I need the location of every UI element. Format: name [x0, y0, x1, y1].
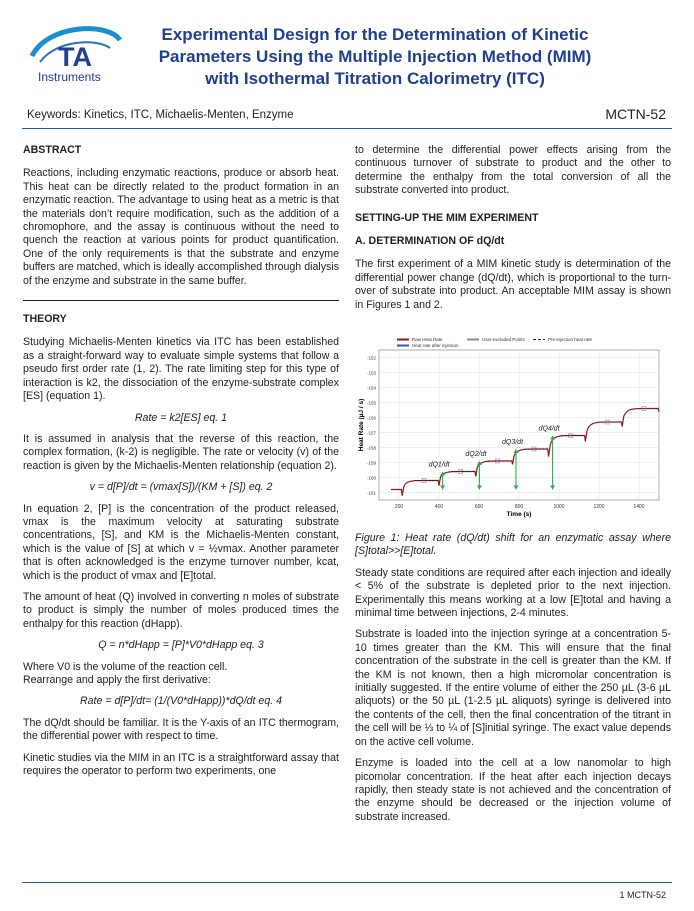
left-column — [23, 144, 339, 786]
page-footer: 1 MCTN-52 — [619, 890, 666, 900]
right-column-bottom — [355, 532, 671, 832]
figure-caption: Figure 1: Heat rate (dQ/dt) shift for an enzymatic assay where [S]total>>[E]total. — [355, 532, 671, 558]
x-axis-label: Time (s) — [506, 511, 532, 518]
y-tick-label: -156 — [366, 415, 376, 421]
equation-1: Rate = k2[ES] eq. 1 — [134, 411, 228, 424]
theory-paragraph-5a: Where V0 is the volume of the reaction cell. — [23, 660, 228, 673]
right-column-top — [355, 144, 671, 320]
x-tick-label: 200 — [394, 504, 404, 510]
legend-label: Raw Heat Rate — [412, 337, 443, 342]
keywords: Keywords: Kinetics, ITC, Michaelis-Menten, Enzyme — [27, 109, 294, 121]
theory-heading: THEORY — [23, 313, 67, 326]
dq-annotation: dQ2/dt — [465, 451, 487, 458]
equation-3: Q = n*dHapp = [P]*V0*dHapp eq. 3 — [98, 639, 264, 652]
theory-paragraph-5b: Rearrange and apply the first derivative: — [23, 674, 211, 686]
y-axis-label: Heat Rate (µJ / s) — [358, 398, 365, 452]
legend-label: Pre-injection heat rate — [548, 337, 593, 342]
y-tick-label: -157 — [366, 430, 376, 436]
intro-text: The first experiment of a MIM kinetic study is determination of the differential power change (dQ/dt), which is proportional to the turn-over of substrate into product. An acceptable MIM assay is shown in Figures 1 and 2. — [355, 258, 671, 311]
y-tick-label: -152 — [366, 355, 376, 361]
y-tick-label: -155 — [366, 400, 376, 406]
continued-text: to determine the differential power effects arising from the continuous turnover of substrate to product and the other to determine the enthalpy from the total conversion of all the substrate converted into product. — [355, 144, 671, 197]
abstract-heading: ABSTRACT — [23, 144, 82, 156]
theory-paragraph-3: In equation 2, [P] is the concentration of the product released, vmax is the maximum velocity at saturating substrate concentrations, [S], and KM is the Michaelis-Menten constant, which is the value of [S] at which v = ½vmax. Another parameter that is often acknowledged is the enzyme turnover number, kcat, which is the product of vmax and [E]total. — [23, 502, 339, 582]
legend-label: User-excluded Points — [482, 337, 525, 342]
footer-rule — [22, 882, 672, 883]
dq-annotation: dQ4/dt — [538, 425, 560, 433]
substrate-paragraph: Substrate is loaded into the injection syringe at a concentration 5-10 times greater than the KM. This will ensure that the final concentration of the substrate in the cell is greater than the KM. If the KM is not known, then a high micromolar concentration is initially suggested. If the entire volume of either the 250 µL (3-6 µL aliquots) or the 50 µL (1-2.5 µL aliquots) syringe is delivered into the contents of the cell, then the final concentration of the titrant in the cell will be ⅓ to ¼ of [S]initial syringe. The exact value depends on the active cell volume. — [355, 628, 671, 748]
header-rule — [22, 128, 672, 129]
y-tick-label: -154 — [366, 385, 376, 391]
logo-instruments: Instruments — [38, 70, 101, 84]
x-tick-label: 1200 — [593, 504, 605, 510]
y-tick-label: -158 — [366, 445, 376, 451]
equation-2: v = d[P]/dt = (vmax[S])/(KM + [S]) eq. 2 — [89, 481, 273, 494]
enzyme-paragraph: Enzyme is loaded into the cell at a low nanomolar to high picomolar concentration. If the heat after each injection decays rapidly, then steady state is not achieved and the concentration of the enzyme should be decreased or the injection volume of substrate increased. — [355, 757, 671, 823]
x-tick-label: 1400 — [633, 504, 645, 510]
ta-logo — [18, 18, 128, 88]
theory-paragraph-1: Studying Michaelis-Menten kinetics via ITC has been established as a straight-forward way to evaluate simple systems that follow a pseudo first order rate (1, 2). The rate limiting step for this type of interaction is k2, the dissociation of the enzyme-substrate complex [ES] (equation 1). — [23, 336, 339, 403]
figure-1-chart — [355, 336, 671, 522]
dq-annotation: dQ3/dt — [502, 439, 524, 446]
document-id: MCTN-52 — [605, 106, 666, 122]
y-tick-label: -159 — [366, 460, 376, 466]
abstract-text: Reactions, including enzymatic reactions, produce or absorb heat. This heat can be directly related to the product formation in an enzymatic reaction. The advantage to using heat as a metric is that the materials don’t require modification, such as the addition of a chromophore, and the assay is continuous without the need to quench the reaction at various points for product quantification. One of the only requirements is that the substrate and enzyme buffers are matched, which is ideally accomplished through dialysis of the enzyme and substrate in the same buffer. — [23, 167, 339, 287]
dq-annotation: dQ1/dt — [428, 461, 450, 469]
theory-paragraph-4: The amount of heat (Q) involved in converting n moles of substrate to product is simply the number of moles produced times the enthalpy for this reaction (dHapp). — [23, 590, 339, 630]
y-tick-label: -161 — [366, 490, 376, 496]
x-tick-label: 400 — [434, 504, 444, 510]
theory-paragraph-6: The dQ/dt should be familiar. It is the Y-axis of an ITC thermogram, the differential power with respect to time. — [23, 716, 339, 743]
section-rule — [23, 300, 339, 301]
steady-state-paragraph: Steady state conditions are required after each injection and ideally < 5% of the substrate is depleted prior to the next injection. Experimentally this means working at a low [E]total and having a minimal time between injections, 2-4 minutes. — [355, 566, 671, 620]
y-tick-label: -153 — [366, 370, 376, 376]
x-tick-label: 600 — [474, 504, 484, 510]
theory-paragraph-7: Kinetic studies via the MIM in an ITC is a straightforward assay that requires the operator to perform two experiments, one — [23, 751, 339, 778]
subsection-heading: A. DETERMINATION OF dQ/dt — [355, 235, 505, 248]
x-tick-label: 1000 — [553, 504, 565, 510]
theory-paragraph-2: It is assumed in analysis that the reverse of this reaction, the complex formation, (k-2) is negligible. The rate or velocity (v) of the reaction is given by the Michaelis-Menten relationship (equation 2). — [23, 432, 339, 472]
document-title: Experimental Design for the Determination of Kinetic Parameters Using the Multiple Injection Method (MIM) with Isothermal Titration Calorimetry (ITC) — [158, 25, 592, 88]
y-tick-label: -160 — [366, 475, 376, 481]
legend-label: Heat rate after injection — [412, 343, 459, 348]
x-tick-label: 800 — [514, 504, 524, 510]
setup-heading: SETTING-UP THE MIM EXPERIMENT — [355, 211, 539, 224]
equation-4: Rate = d[P]/dt= (1/(V0*dHapp))*dQ/dt eq. 4 — [80, 695, 282, 708]
logo-ta: TA — [58, 42, 92, 72]
